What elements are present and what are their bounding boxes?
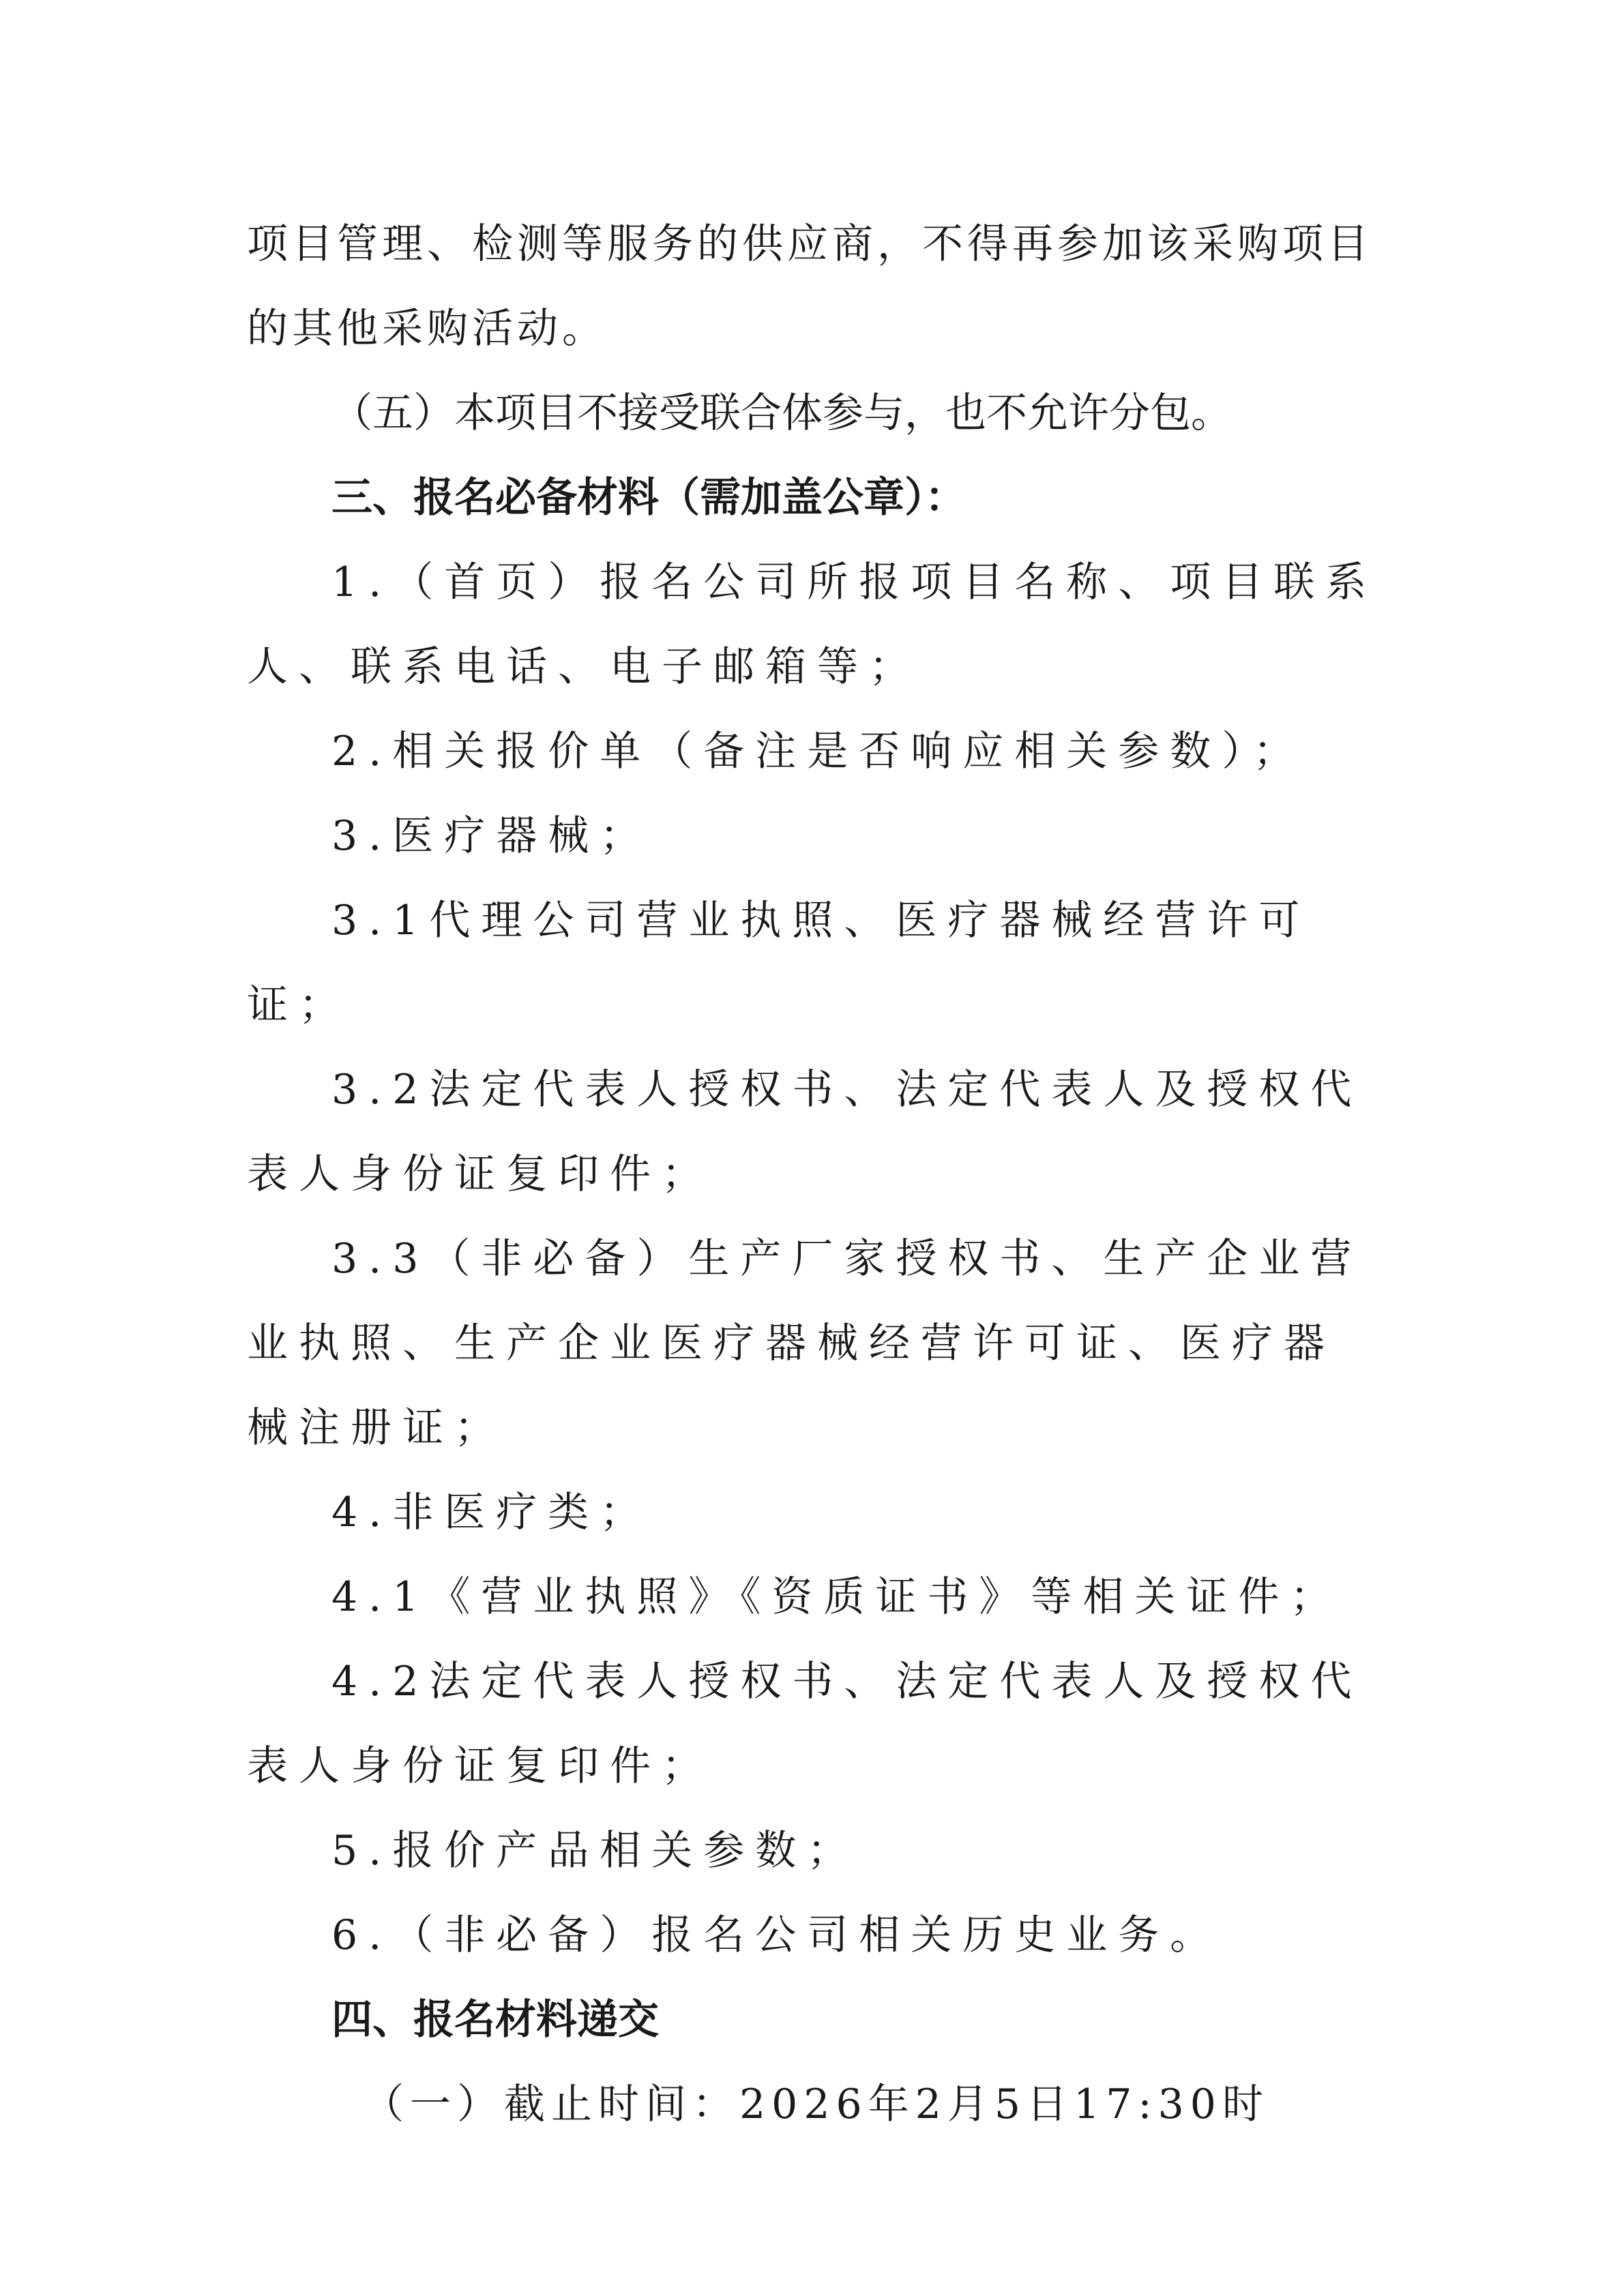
list-item-4-2: 4.2法定代表人授权书、法定代表人及授权代表人身份证复印件； — [247, 1658, 1363, 1790]
list-item-3-1: 3.1代理公司营业执照、医疗器械经营许可证； — [247, 897, 1311, 1029]
list-item-3: 3.医疗器械； — [331, 812, 652, 860]
list-item-5: 5.报价产品相关参数； — [331, 1827, 859, 1875]
list-item-4-1: 4.1《营业执照》《资质证书》等相关证件； — [331, 1573, 1342, 1621]
section-heading-4: 四、报名材料递交 — [331, 1996, 659, 2044]
list-item-4: 4.非医疗类； — [331, 1489, 652, 1536]
paragraph-item-5: （五）本项目不接受联合体参与，也不允许分包。 — [331, 389, 1232, 437]
list-item-3-3: 3.3（非必备）生产厂家授权书、生产企业营业执照、生产企业医疗器械经营许可证、医疗器械注册证； — [247, 1235, 1363, 1452]
section-heading-3: 三、报名必备材料（需加盖公章）： — [331, 474, 966, 522]
list-item-1: 1.（首页）报名公司所报项目名称、项目联系人、联系电话、电子邮箱等； — [247, 558, 1378, 691]
list-item-3-2: 3.2法定代表人授权书、法定代表人及授权代表人身份证复印件； — [247, 1066, 1363, 1198]
list-item-2: 2.相关报价单（备注是否响应相关参数）； — [331, 728, 1305, 775]
deadline-line: （一）截止时间：2026年2月5日17:30时 — [363, 2081, 1269, 2128]
paragraph-continuation: 项目管理、检测等服务的供应商，不得再参加该采购项目的其他采购活动。 — [247, 220, 1372, 353]
document-body — [247, 202, 1379, 2147]
list-item-6: 6.（非必备）报名公司相关历史业务。 — [331, 1911, 1222, 1959]
